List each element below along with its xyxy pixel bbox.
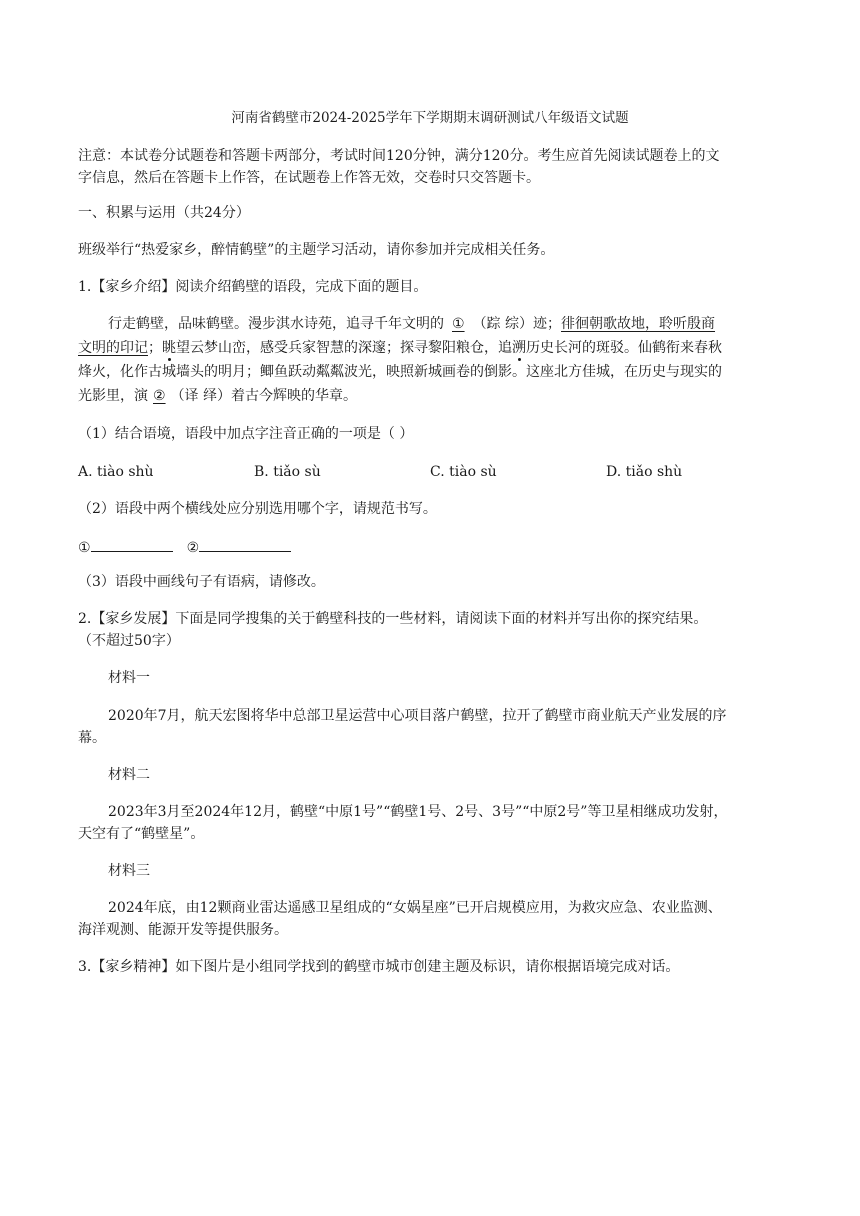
material-1-line-2: 幕。	[78, 730, 106, 746]
blank-2: ②	[153, 388, 166, 404]
sub-question-1: （1）结合语境，语段中加点字注音正确的一项是（ ）	[78, 426, 414, 442]
passage-line-3: 烽火，化作古城墙头的明月；鲫鱼跃动粼粼波光，映照新城画卷的倒影。这座北方佳城，在历史与现实的	[78, 364, 722, 380]
blank-1: ①	[452, 316, 465, 332]
material-3-line-1: 2024年底，由12颗商业雷达遥感卫星组成的“女娲星座”已开启规模应用，为救灾应急、农业监测、	[108, 900, 722, 916]
option-c[interactable]: C. tiào sù	[430, 464, 497, 480]
material-2-line-2: 天空有了“鹤壁星”。	[78, 826, 205, 842]
answer-blank-2[interactable]	[199, 535, 291, 552]
material-3-line-2: 海洋观测、能源开发等提供服务。	[78, 922, 288, 938]
passage-text: 历史长河的斑驳。仙鹤衔来春秋	[526, 340, 722, 356]
passage-text: 望云梦山峦，感受兵家智慧的深邃；探寻黎阳粮仓，追	[176, 340, 512, 356]
option-a[interactable]: A. tiào shù	[78, 464, 154, 480]
passage-text: （踪 综）迹；	[472, 316, 562, 332]
question-2-limit: （不超过50字）	[78, 633, 180, 649]
passage-text: 行走鹤壁，品味鹤壁。漫步淇水诗苑，追寻千年文明的	[108, 316, 444, 332]
sub-question-2: （2）语段中两个横线处应分别选用哪个字，请规范书写。	[78, 501, 437, 517]
fill-label-2: ②	[186, 540, 200, 556]
material-1-line-1: 2020年7月，航天宏图将华中总部卫星运营中心项目落户鹤壁，拉开了鹤壁市商业航天产业发展的序	[108, 708, 727, 724]
question-3-heading: 3.【家乡精神】如下图片是小组同学找到的鹤壁市城市创建主题及标识，请你根据语境完成对话。	[78, 959, 680, 975]
sub-question-3: （3）语段中画线句子有语病，请修改。	[78, 574, 325, 590]
page-title: 河南省鹤壁市2024-2025学年下学期期末调研测试八年级语文试题	[231, 110, 629, 126]
underlined-sentence-end: 文明的印记	[78, 340, 148, 356]
question-2-heading: 2.【家乡发展】下面是同学搜集的关于鹤壁科技的一些材料，请阅读下面的材料并写出你的探究结果。	[78, 611, 708, 627]
passage-line-2	[78, 338, 722, 358]
fill-label-1: ①	[78, 540, 91, 556]
passage-text: （译 绎）着古今辉映的华章。	[170, 388, 358, 404]
dotted-char-1: 眺	[162, 340, 176, 356]
option-d[interactable]: D. tiǎo shù	[606, 464, 683, 480]
answer-blank-1[interactable]	[91, 535, 173, 552]
fill-in-answers	[78, 535, 291, 558]
material-2-line-1: 2023年3月至2024年12月，鹤壁“中原1号”“鹤壁1号、2号、3号”“中原2号”等卫星相继成功发射，	[108, 804, 728, 820]
section-heading: 一、积累与运用（共24分）	[78, 205, 250, 221]
notice-line-2: 字信息，然后在答题卡上作答，在试题卷上作答无效，交卷时只交答题卡。	[78, 170, 540, 186]
material-2-label: 材料二	[108, 767, 150, 783]
passage-text: ；	[148, 340, 162, 356]
question-1-heading: 1.【家乡介绍】阅读介绍鹤壁的语段，完成下面的题目。	[78, 279, 428, 295]
dotted-char-2: 溯	[512, 340, 526, 356]
material-3-label: 材料三	[108, 863, 150, 879]
passage-line-1	[108, 314, 715, 334]
underlined-sentence: 徘徊朝歌故地，聆听殷商	[561, 316, 716, 332]
activity-intro: 班级举行“热爱家乡，醉情鹤壁”的主题学习活动，请你参加并完成相关任务。	[78, 242, 555, 258]
passage-line-4	[78, 386, 357, 406]
passage-text: 光影里，演	[78, 388, 148, 404]
notice-line-1: 注意：本试卷分试题卷和答题卡两部分，考试时间120分钟，满分120分。考生应首先阅读试题卷上的文	[78, 148, 720, 164]
option-b[interactable]: B. tiǎo sù	[254, 464, 321, 480]
material-1-label: 材料一	[108, 670, 150, 686]
